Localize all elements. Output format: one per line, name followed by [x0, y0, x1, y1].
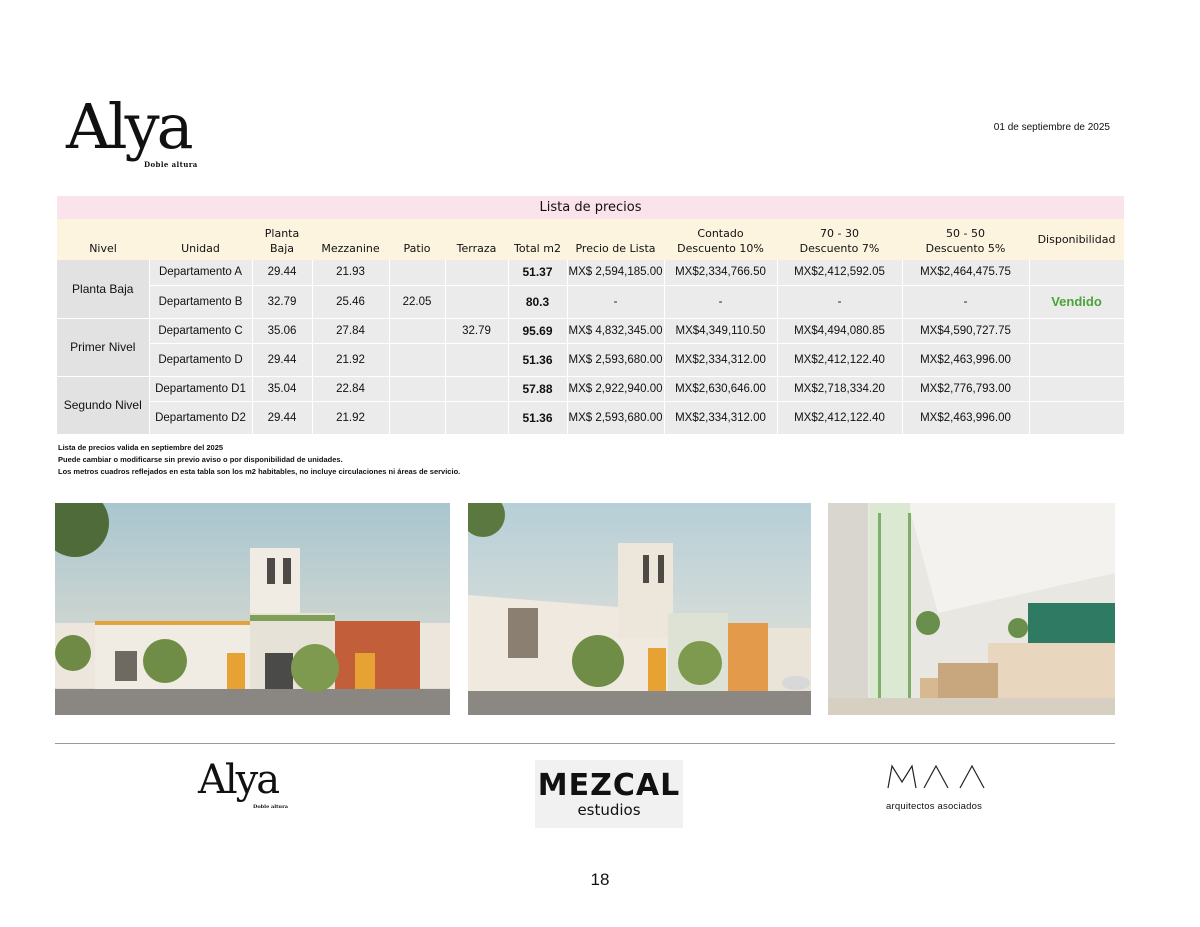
- cell: 32.79: [445, 318, 508, 343]
- cell: MX$ 2,593,680.00: [567, 343, 664, 376]
- cell: MX$2,412,122.40: [777, 401, 902, 434]
- availability-cell: [1029, 401, 1124, 434]
- cell: MX$2,412,592.05: [777, 260, 902, 285]
- cell: 35.06: [252, 318, 312, 343]
- table-header-row: [57, 219, 1124, 260]
- total-cell: 51.36: [508, 401, 567, 434]
- page-number: 18: [590, 870, 610, 889]
- cell: [389, 318, 445, 343]
- sold-badge: Vendido: [1029, 285, 1124, 318]
- cell: [445, 401, 508, 434]
- note-line: Puede cambiar o modificarse sin previo aviso o por disponibilidad de unidades.: [58, 455, 343, 464]
- cell: 29.44: [252, 260, 312, 285]
- table-row: [57, 376, 1124, 401]
- cell: [445, 376, 508, 401]
- cell: [445, 343, 508, 376]
- cell: MX$2,630,646.00: [664, 376, 777, 401]
- cell: 22.05: [389, 285, 445, 318]
- cell: [389, 401, 445, 434]
- availability-cell: [1029, 376, 1124, 401]
- maa-subtitle: arquitectos asociados: [886, 801, 983, 812]
- col-header: Patio: [389, 219, 445, 260]
- table-row: [57, 285, 1124, 318]
- col-header: Total m2: [508, 219, 567, 260]
- table-row: [57, 318, 1124, 343]
- unit-cell: Departamento B: [149, 285, 252, 318]
- cell: MX$4,494,080.85: [777, 318, 902, 343]
- note-line: Los metros cuadros reflejados en esta tabla son los m2 habitables, no incluye circulaciones ni áreas de servicio.: [58, 467, 461, 476]
- maa-logo: [886, 760, 998, 820]
- cell: 27.84: [312, 318, 389, 343]
- footer-alya-logo: [198, 757, 298, 820]
- cell: MX$ 4,832,345.00: [567, 318, 664, 343]
- cell: [389, 376, 445, 401]
- col-header: Precio de Lista: [567, 219, 664, 260]
- cell: MX$2,412,122.40: [777, 343, 902, 376]
- col-header: Terraza: [445, 219, 508, 260]
- total-cell: 80.3: [508, 285, 567, 318]
- total-cell: 95.69: [508, 318, 567, 343]
- col-header: Mezzanine: [312, 219, 389, 260]
- unit-cell: Departamento C: [149, 318, 252, 343]
- footer-alya-name: Alya: [198, 757, 279, 803]
- cell: MX$2,718,334.20: [777, 376, 902, 401]
- total-cell: 57.88: [508, 376, 567, 401]
- cell: 29.44: [252, 343, 312, 376]
- brand-subtitle: Doble altura: [144, 160, 198, 169]
- cell: -: [664, 285, 777, 318]
- cell: 35.04: [252, 376, 312, 401]
- col-header: Contado Descuento 10%: [664, 219, 777, 260]
- cell: 29.44: [252, 401, 312, 434]
- cell: MX$2,776,793.00: [902, 376, 1029, 401]
- cell: 21.92: [312, 343, 389, 376]
- col-header: Unidad: [149, 219, 252, 260]
- table-row: [57, 401, 1124, 434]
- mezcal-estudios-logo: [535, 760, 683, 828]
- cell: MX$4,349,110.50: [664, 318, 777, 343]
- unit-cell: Departamento D: [149, 343, 252, 376]
- col-header: Disponibilidad: [1029, 219, 1124, 260]
- col-header: Nivel: [57, 219, 149, 260]
- col-header: 70 - 30 Descuento 7%: [777, 219, 902, 260]
- document-date: 01 de septiembre de 2025: [993, 122, 1110, 133]
- total-cell: 51.37: [508, 260, 567, 285]
- cell: MX$2,463,996.00: [902, 343, 1029, 376]
- cell: -: [902, 285, 1029, 318]
- col-header: 50 - 50 Descuento 5%: [902, 219, 1029, 260]
- availability-cell: [1029, 343, 1124, 376]
- facade-render-image: [55, 503, 450, 715]
- footer-alya-subtitle: Doble altura: [253, 804, 288, 810]
- cell: [389, 260, 445, 285]
- level-cell: Primer Nivel: [57, 318, 149, 376]
- level-cell: Segundo Nivel: [57, 376, 149, 434]
- unit-cell: Departamento D2: [149, 401, 252, 434]
- maa-wordmark-icon: [886, 760, 998, 800]
- cell: [445, 285, 508, 318]
- cell: MX$2,334,312.00: [664, 343, 777, 376]
- availability-cell: [1029, 318, 1124, 343]
- cell: MX$ 2,593,680.00: [567, 401, 664, 434]
- total-cell: 51.36: [508, 343, 567, 376]
- price-table: [57, 196, 1125, 435]
- brand-name: Alya: [66, 90, 191, 163]
- cell: MX$ 2,594,185.00: [567, 260, 664, 285]
- cell: [389, 343, 445, 376]
- footer-divider: [55, 743, 1115, 744]
- cell: 21.93: [312, 260, 389, 285]
- cell: -: [567, 285, 664, 318]
- brand-logo: [64, 92, 204, 172]
- corner-render-image: [468, 503, 811, 715]
- table-row: [57, 343, 1124, 376]
- cell: 25.46: [312, 285, 389, 318]
- note-line: Lista de precios valida en septiembre del 2025: [58, 443, 224, 452]
- cell: MX$4,590,727.75: [902, 318, 1029, 343]
- cell: 22.84: [312, 376, 389, 401]
- cell: MX$2,463,996.00: [902, 401, 1029, 434]
- cell: [445, 260, 508, 285]
- cell: MX$2,334,766.50: [664, 260, 777, 285]
- cell: MX$ 2,922,940.00: [567, 376, 664, 401]
- unit-cell: Departamento A: [149, 260, 252, 285]
- price-notes: [58, 442, 460, 478]
- interior-render-image: [828, 503, 1115, 715]
- level-cell: Planta Baja: [57, 260, 149, 318]
- col-header: Planta Baja: [252, 219, 312, 260]
- table-row: [57, 260, 1124, 285]
- cell: 32.79: [252, 285, 312, 318]
- cell: MX$2,464,475.75: [902, 260, 1029, 285]
- mezcal-subtitle: estudios: [577, 801, 641, 819]
- cell: MX$2,334,312.00: [664, 401, 777, 434]
- cell: -: [777, 285, 902, 318]
- unit-cell: Departamento D1: [149, 376, 252, 401]
- availability-cell: [1029, 260, 1124, 285]
- mezcal-wordmark: MEZCAL: [537, 768, 681, 803]
- table-title: Lista de precios: [57, 196, 1124, 219]
- cell: 21.92: [312, 401, 389, 434]
